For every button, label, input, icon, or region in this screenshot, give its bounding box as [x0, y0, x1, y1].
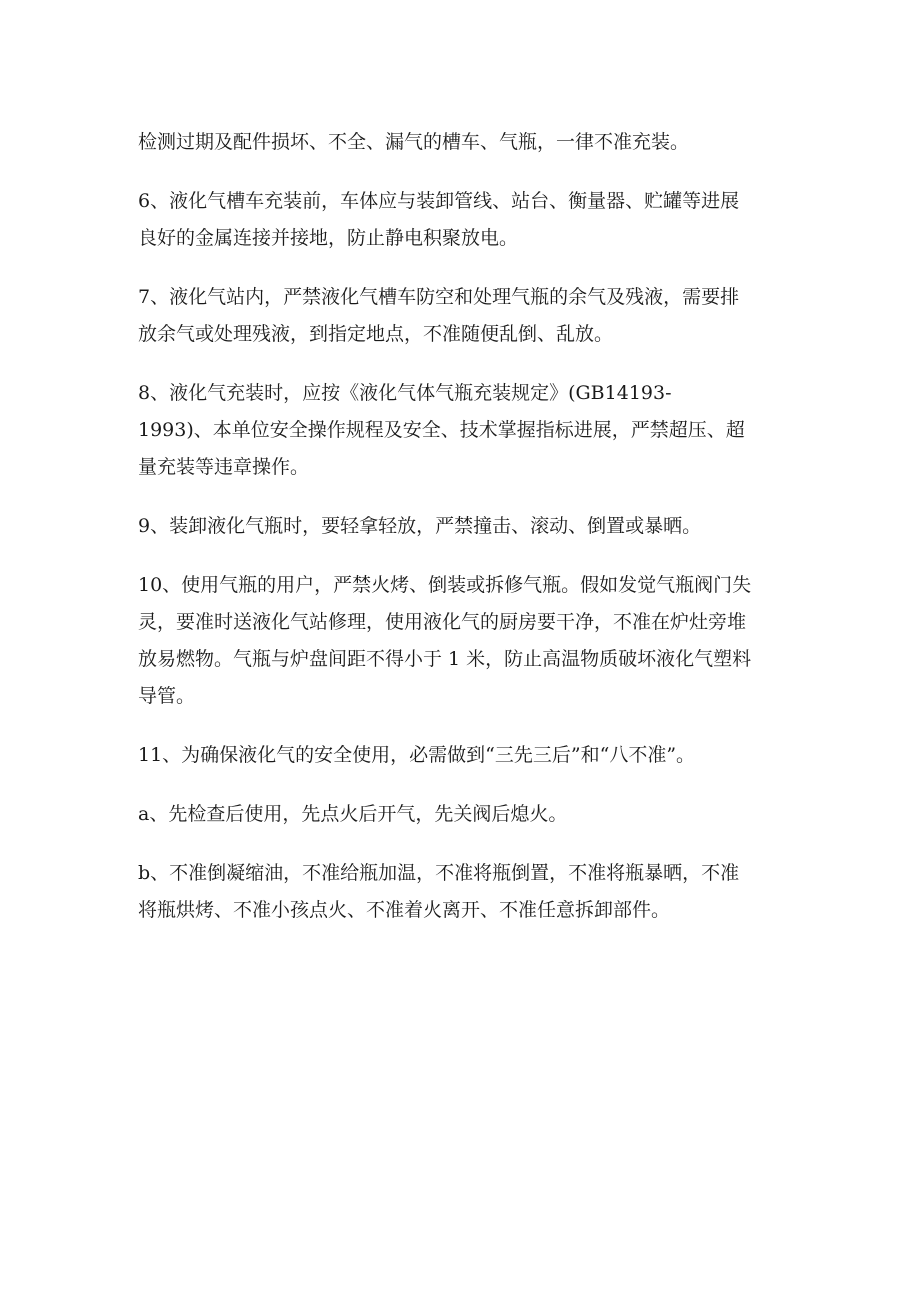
- paragraph-10: [138, 567, 783, 715]
- paragraph-line: 放余气或处理残液，到指定地点，不准随便乱倒、乱放。: [138, 323, 614, 345]
- paragraph-line: 1993)、本单位安全操作规程及安全、技术掌握指标进展，严禁超压、超: [138, 419, 745, 441]
- paragraph-6: [138, 183, 783, 257]
- paragraph-7: [138, 279, 783, 353]
- paragraph-line: 8、液化气充装时，应按《液化气体气瓶充装规定》(GB14193-: [138, 382, 672, 404]
- paragraph-a: [138, 796, 783, 833]
- paragraph-line: 检测过期及配件损坏、不全、漏气的槽车、气瓶，一律不准充装。: [138, 131, 690, 153]
- paragraph-line: 导管。: [138, 685, 196, 707]
- paragraph-line: 放易燃物。气瓶与炉盘间距不得小于 1 米，防止高温物质破坏液化气塑料: [138, 648, 752, 670]
- paragraph-11: [138, 737, 783, 774]
- paragraph-line: 11、为确保液化气的安全使用，必需做到“三先三后”和“八不准”。: [138, 744, 696, 766]
- paragraph-line: 灵，要准时送液化气站修理，使用液化气的厨房要干净，不准在炉灶旁堆: [138, 611, 747, 633]
- document-body: [138, 124, 783, 951]
- paragraph-line: 9、装卸液化气瓶时，要轻拿轻放，严禁撞击、滚动、倒置或暴晒。: [138, 515, 702, 537]
- paragraph-line: 6、液化气槽车充装前，车体应与装卸管线、站台、衡量器、贮罐等进展: [138, 190, 740, 212]
- paragraph-line: 10、使用气瓶的用户，严禁火烤、倒装或拆修气瓶。假如发觉气瓶阀门失: [138, 574, 752, 596]
- paragraph-b: [138, 855, 783, 929]
- paragraph-line: b、不准倒凝缩油，不准给瓶加温，不准将瓶倒置，不准将瓶暴晒，不准: [138, 862, 740, 884]
- paragraph-9: [138, 508, 783, 545]
- paragraph-8: [138, 375, 783, 486]
- paragraph-line: 7、液化气站内，严禁液化气槽车防空和处理气瓶的余气及残液，需要排: [138, 286, 740, 308]
- paragraph-line: a、先检查后使用，先点火后开气，先关阀后熄火。: [138, 803, 568, 825]
- paragraph-line: 将瓶烘烤、不准小孩点火、不准着火离开、不准任意拆卸部件。: [138, 899, 671, 921]
- paragraph-line: 良好的金属连接并接地，防止静电积聚放电。: [138, 227, 519, 249]
- paragraph-line: 量充装等违章操作。: [138, 456, 310, 478]
- paragraph-intro: [138, 124, 783, 161]
